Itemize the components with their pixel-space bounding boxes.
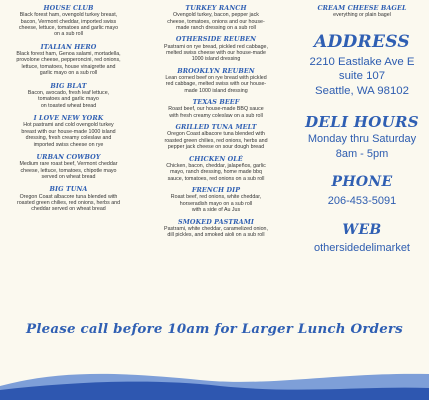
menu-item <box>145 31 287 62</box>
item-name: BIG TUNA <box>49 185 88 194</box>
menu-item-cream-cheese-bagel <box>295 0 429 19</box>
item-name: GRILLED TUNA MELT <box>175 123 257 132</box>
item-desc: Roast beef, red onions, white cheddar, horseradish mayo on a sub roll with a side of Au Jus <box>170 194 262 214</box>
menu-item <box>0 38 137 77</box>
menu-item <box>145 119 287 150</box>
phone-section <box>295 161 429 208</box>
menu-column-left <box>0 0 137 213</box>
item-desc: Roast beef, our house-made BBQ sauce with fresh creamy coleslaw on a sub roll <box>168 106 264 119</box>
item-desc: Black forest ham, Genoa salami, mortadella, provolone cheese, pepperoncini, red onions, lettuce, tomatoes, house vinaigrette and garlic mayo on a sub roll <box>16 51 121 77</box>
menu-item <box>0 0 137 38</box>
decorative-waves <box>0 364 429 400</box>
menu-item <box>145 94 287 119</box>
menu-item <box>145 151 287 182</box>
web-url[interactable]: othersidedelimarket <box>314 242 410 255</box>
menu-item <box>145 214 287 239</box>
item-name: TEXAS BEEF <box>192 98 240 107</box>
item-name: SMOKED PASTRAMI <box>178 217 254 226</box>
hours-title: DELI HOURS <box>305 113 419 132</box>
hours-section <box>295 98 429 161</box>
item-name: HOUSE CLUB <box>43 4 94 12</box>
item-desc: Oregon Coast albacore tuna blended with roasted green chilies, red onions, herbs and pepper jack cheese on sour dough bread <box>164 131 268 151</box>
item-name: I LOVE NEW YORK <box>33 114 104 123</box>
item-name: BIG BLAT <box>50 81 87 90</box>
menu-item <box>0 77 137 109</box>
menu-item <box>145 63 287 94</box>
address-title: ADDRESS <box>313 31 411 52</box>
item-name: URBAN COWBOY <box>36 152 101 161</box>
item-desc: Black forest ham, ovengold turkey breast, bacon, Vermont cheddar, imported swiss cheese, lettuce, tomatoes and garlic mayo on a sub roll <box>18 12 119 38</box>
item-name: CREAM CHEESE BAGEL <box>317 4 407 12</box>
item-desc: Lean corned beef on rye bread with pickled red cabbage, melted swiss with our house- made 1000 island dressing <box>165 75 267 94</box>
web-title: WEB <box>342 222 382 239</box>
menu-item <box>0 109 137 148</box>
item-desc: Bacon, avocado, fresh leaf lettuce, tomatoes and garlic mayo on toasted wheat bread <box>27 89 110 109</box>
item-name: BROOKLYN REUBEN <box>177 66 255 75</box>
item-desc: Ovengold turkey, bacon, pepper jack cheese, tomatoes, onions and our house- made ranch dressing on a sub roll <box>167 12 265 32</box>
web-section <box>295 208 429 255</box>
hours-lines: Monday thru Saturday 8am - 5pm <box>307 133 417 160</box>
info-column <box>295 0 429 255</box>
item-desc: Hot pastrami and cold ovengold turkey breast with our house-made 1000 island dressing, fresh creamy coleslaw and imported swiss cheese on rye <box>21 122 116 148</box>
menu-column-middle <box>145 0 287 239</box>
item-desc: everything or plain bagel <box>333 12 391 19</box>
address-lines: 2210 Eastlake Ave E suite 107 Seattle, WA 98102 <box>309 55 415 97</box>
menu-item <box>0 148 137 180</box>
item-name: TURKEY RANCH <box>185 4 247 12</box>
phone-number[interactable]: 206-453-5091 <box>327 195 397 208</box>
item-desc: Oregon Coast albacore tuna blended with roasted green chilies, red onions, herbs and cheddar served on wheat bread <box>16 193 121 213</box>
item-name: OTHERSIDE REUBEN <box>175 35 257 44</box>
lunch-orders-banner: Please call before 10am for Larger Lunch Orders <box>26 321 403 337</box>
item-name: ITALIAN HERO <box>40 42 97 51</box>
item-name: FRENCH DIP <box>191 186 241 195</box>
menu-item <box>145 0 287 31</box>
phone-title: PHONE <box>331 174 393 191</box>
item-name: CHICKEN OLÉ <box>189 154 243 163</box>
menu-item <box>145 182 287 213</box>
menu-item <box>0 180 137 212</box>
item-desc: Medium rare roast beef, Vermont cheddar cheese, lettuce, tomatoes, chipotle mayo served on wheat bread <box>19 161 118 180</box>
item-desc: Pastrami on rye bread, pickled red cabbage, melted swiss cheese with our house-made 1000 island dressing <box>164 43 268 63</box>
address-section <box>295 19 429 99</box>
item-desc: Pastrami, white cheddar, caramelized onion, dill pickles, and smoked aioli on a sub roll <box>164 225 268 239</box>
item-desc: Chicken, bacon, cheddar, jalapeños, garlic mayo, ranch dressing, home made bbq sauce, tomatoes, red onions on a sub roll <box>166 162 266 182</box>
